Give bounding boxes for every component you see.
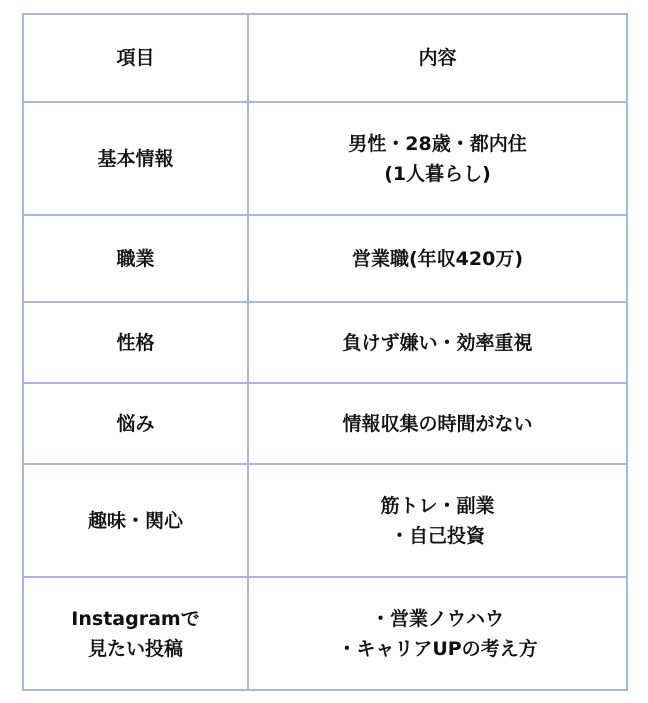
table-row [23, 102, 627, 215]
header-item-cell: 項目 [23, 14, 248, 102]
content-cell: 負けず嫌い・効率重視 [248, 302, 627, 383]
table-row [23, 383, 627, 464]
table-row [23, 302, 627, 383]
item-cell: 職業 [23, 215, 248, 302]
persona-table [22, 13, 628, 691]
table-row [23, 215, 627, 302]
item-cell: 趣味・関心 [23, 464, 248, 577]
content-cell: 営業職(年収420万) [248, 215, 627, 302]
content-cell: 筋トレ・副業 ・自己投資 [248, 464, 627, 577]
table-row [23, 577, 627, 690]
item-cell: Instagramで 見たい投稿 [23, 577, 248, 690]
table-row [23, 464, 627, 577]
header-content-cell: 内容 [248, 14, 627, 102]
content-cell: ・営業ノウハウ ・キャリアUPの考え方 [248, 577, 627, 690]
item-cell: 性格 [23, 302, 248, 383]
table-header-row [23, 14, 627, 102]
item-cell: 悩み [23, 383, 248, 464]
item-cell: 基本情報 [23, 102, 248, 215]
content-cell: 男性・28歳・都内住 (1人暮らし) [248, 102, 627, 215]
content-cell: 情報収集の時間がない [248, 383, 627, 464]
